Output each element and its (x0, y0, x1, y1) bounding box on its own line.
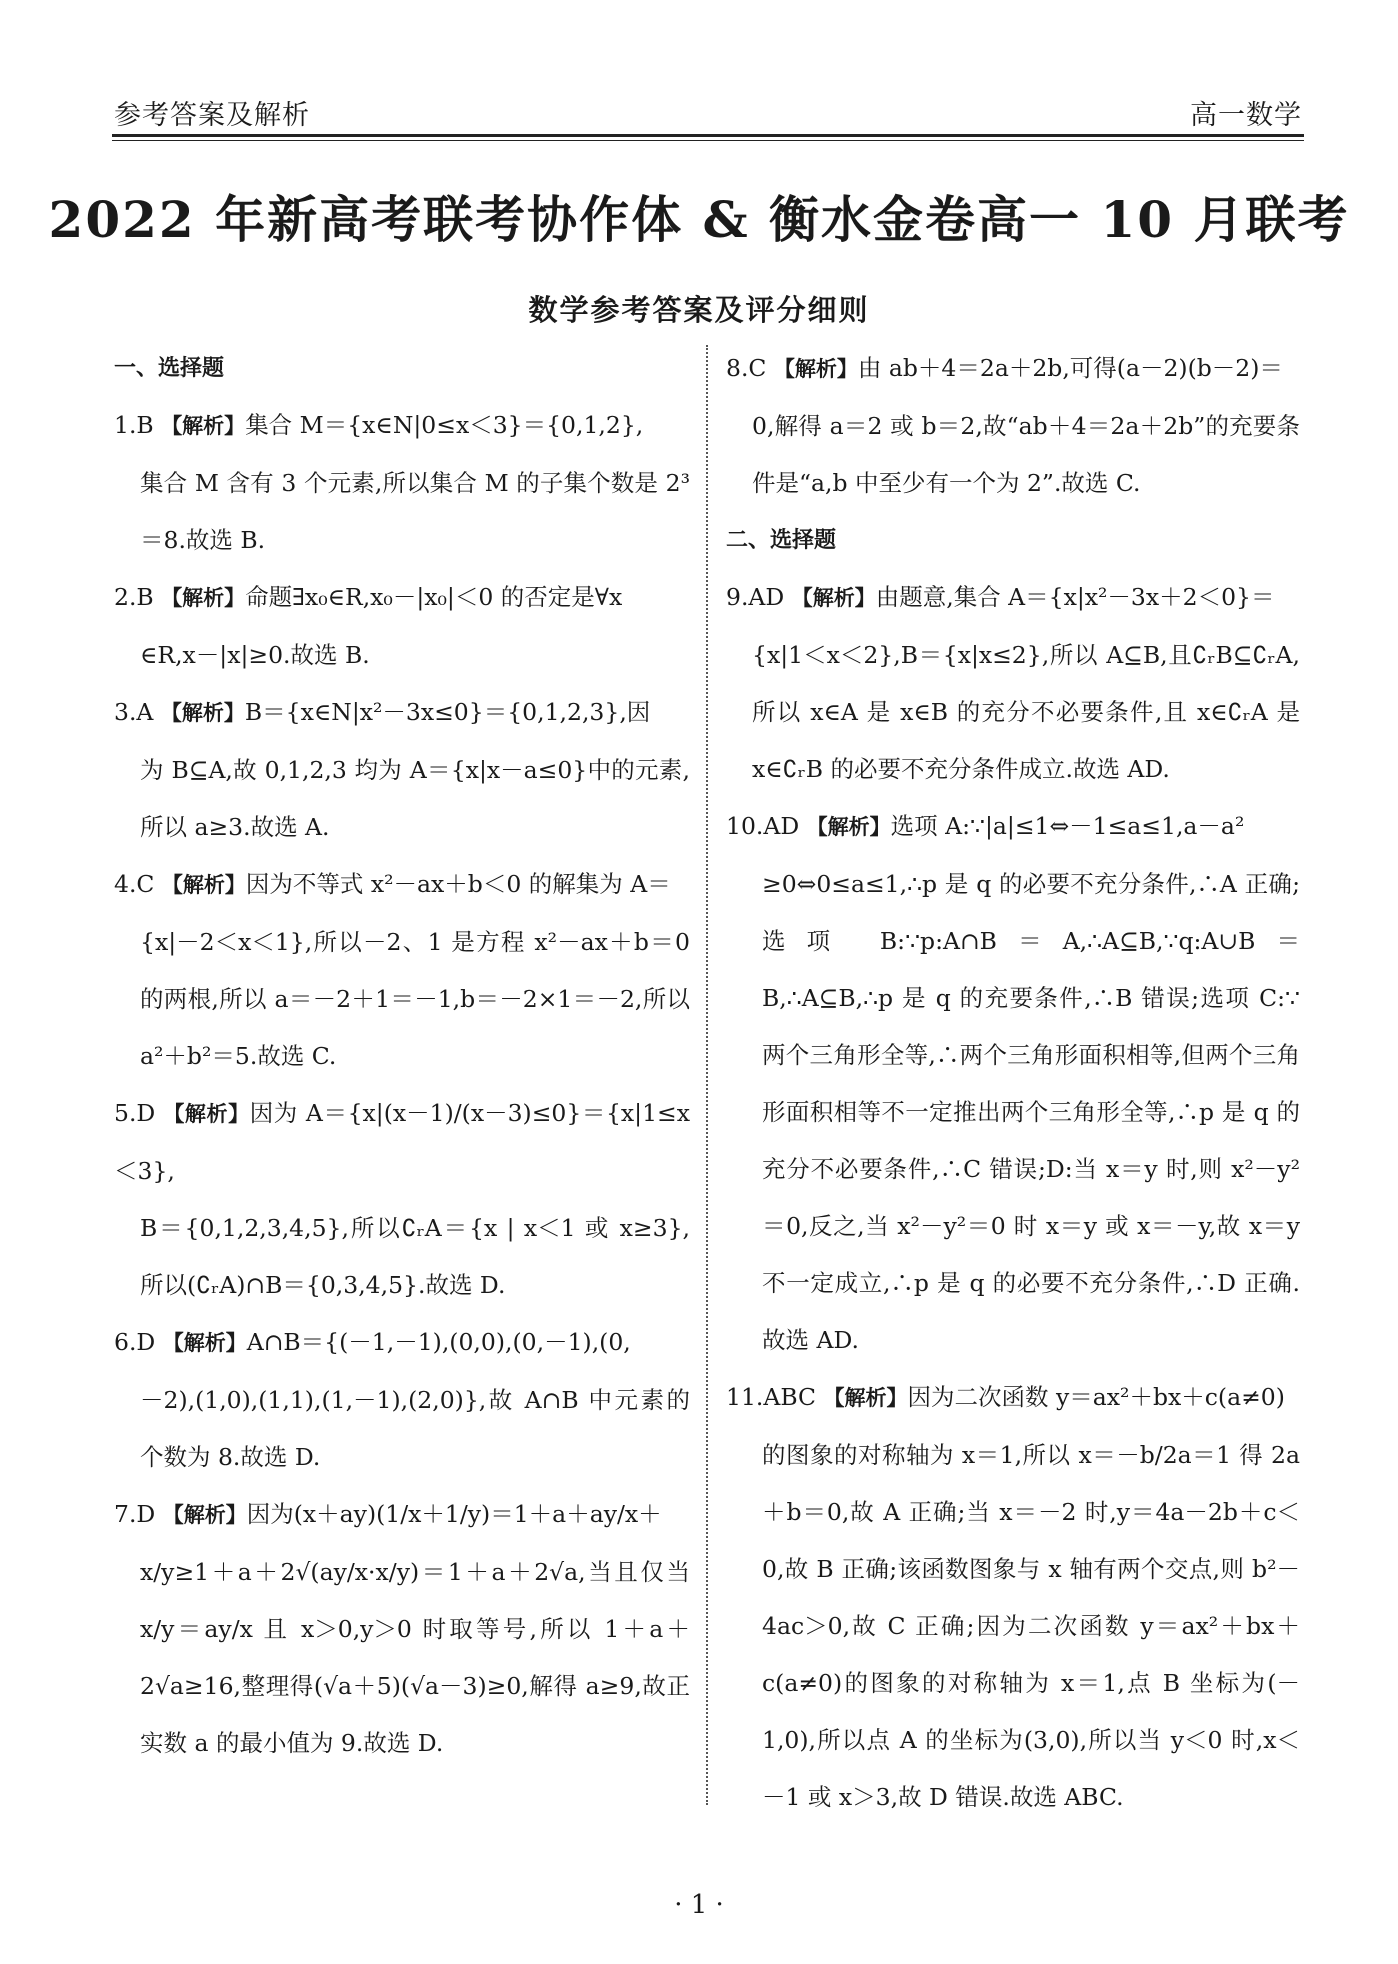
analysis-tag: 【解析】 (161, 414, 246, 438)
header-rule-thick (112, 134, 1304, 137)
item-number: 5.D (114, 1099, 156, 1127)
item-first-line: 选项 A:∵|a|≤1⇔－1≤a≤1,a－a² (890, 812, 1245, 840)
right-column (726, 340, 1300, 1826)
analysis-tag: 【解析】 (773, 357, 858, 381)
section-heading-2: 二、选择题 (726, 528, 837, 553)
item-first-line: A∩B＝{(－1,－1),(0,0),(0,－1),(0, (246, 1328, 631, 1356)
item-continuation: B＝{0,1,2,3,4,5},所以∁ᵣA＝{x | x＜1 或 x≥3},所以(∁ᵣA)∩B＝{0,3,4,5}.故选 D. (140, 1214, 690, 1299)
column-divider (706, 345, 708, 1805)
left-column (114, 340, 690, 1772)
item-first-line: 因为 A＝{x|(x－1)/(x－3)≤0}＝{x|1≤x＜3}, (114, 1099, 690, 1185)
item-number: 9.AD (726, 583, 785, 611)
item-continuation: {x|－2＜x＜1},所以－2、1 是方程 x²－ax＋b＝0 的两根,所以 a＝－2＋1＝－1,b＝－2×1＝－2,所以 a²＋b²＝5.故选 C. (140, 928, 690, 1070)
answer-item (114, 856, 690, 1085)
answer-item (726, 340, 1300, 512)
item-number: 6.D (114, 1328, 156, 1356)
item-continuation: ≥0⇔0≤a≤1,∴p 是 q 的必要不充分条件,∴A 正确;选项 B:∵p:A∩B＝A,∴A⊆B,∵q:A∪B＝B,∴A⊆B,∴p 是 q 的充要条件,∴B 错误;选项 C:∵两个三角形全等,∴两个三角形面积相等,但两个三角形面积相等不一定推出两个三角形全等,∴p 是 q 的充分不必要条件,∴C 错误;D:当 x＝y 时,则 x²－y²＝0,反之,当 x²－y²＝0 时 x＝y 或 x＝－y,故 x＝y 不一定成立,∴p 是 q 的必要不充分条件,∴D 正确.故选 AD. (762, 870, 1300, 1354)
analysis-tag: 【解析】 (161, 586, 246, 610)
item-first-line: 命题∃x₀∈R,x₀－|x₀|＜0 的否定是∀x (245, 583, 623, 611)
answer-item (114, 1486, 690, 1772)
analysis-tag: 【解析】 (823, 1386, 908, 1410)
item-first-line: 由题意,集合 A＝{x|x²－3x＋2＜0}＝ (875, 583, 1275, 611)
analysis-tag: 【解析】 (161, 873, 246, 897)
analysis-tag: 【解析】 (791, 586, 876, 610)
item-first-line: 因为不等式 x²－ax＋b＜0 的解集为 A＝ (245, 870, 671, 898)
item-first-line: B＝{x∈N|x²－3x≤0}＝{0,1,2,3},因 (244, 698, 651, 726)
answer-item (114, 684, 690, 856)
item-number: 1.B (114, 411, 154, 439)
item-number: 10.AD (726, 812, 800, 840)
analysis-tag: 【解析】 (162, 1503, 247, 1527)
analysis-tag: 【解析】 (162, 1331, 247, 1355)
item-continuation: 的图象的对称轴为 x＝1,所以 x＝－b/2a＝1 得 2a＋b＝0,故 A 正确;当 x＝－2 时,y＝4a－2b＋c＜0,故 B 正确;该函数图象与 x 轴有两个交点,则 b²－4ac＞0,故 C 正确;因为二次函数 y＝ax²＋bx＋c(a≠0)的图象的对称轴为 x＝1,点 B 坐标为(－1,0),所以点 A 的坐标为(3,0),所以当 y＜0 时,x＜－1 或 x＞3,故 D 错误.故选 ABC. (762, 1441, 1300, 1811)
item-continuation: －2),(1,0),(1,1),(1,－1),(2,0)},故 A∩B 中元素的个数为 8.故选 D. (140, 1386, 690, 1471)
item-continuation: ∈R,x－|x|≥0.故选 B. (140, 641, 370, 669)
item-continuation: x/y≥1＋a＋2√(ay/x·x/y)＝1＋a＋2√a,当且仅当 x/y＝ay/x 且 x＞0,y＞0 时取等号,所以 1＋a＋2√a≥16,整理得(√a＋5)(√a－3)≥0,解得 a≥9,故正实数 a 的最小值为 9.故选 D. (140, 1558, 690, 1757)
answer-item (726, 569, 1300, 798)
answer-item (114, 569, 690, 684)
item-number: 2.B (114, 583, 154, 611)
header-left: 参考答案及解析 (114, 100, 310, 131)
item-continuation: {x|1＜x＜2},B＝{x|x≤2},所以 A⊆B,且∁ᵣB⊆∁ᵣA,所以 x∈A 是 x∈B 的充分不必要条件,且 x∈∁ᵣA 是 x∈∁ᵣB 的必要不充分条件成立.故选 AD. (752, 641, 1300, 783)
item-first-line: 由 ab＋4＝2a＋2b,可得(a－2)(b－2)＝ (857, 354, 1283, 382)
item-number: 3.A (114, 698, 154, 726)
answer-item (726, 798, 1300, 1369)
item-first-line: 因为二次函数 y＝ax²＋bx＋c(a≠0) (907, 1383, 1285, 1411)
item-continuation: 为 B⊆A,故 0,1,2,3 均为 A＝{x|x－a≤0}中的元素,所以 a≥3.故选 A. (140, 756, 690, 841)
answer-item (726, 1369, 1300, 1826)
analysis-tag: 【解析】 (160, 701, 245, 725)
analysis-tag: 【解析】 (806, 815, 891, 839)
running-header (114, 86, 1302, 132)
item-number: 7.D (114, 1500, 156, 1528)
document-subtitle: 数学参考答案及评分细则 (528, 293, 870, 327)
answer-item (114, 397, 690, 569)
analysis-tag: 【解析】 (163, 1102, 250, 1126)
header-rule-thin (112, 140, 1304, 141)
item-first-line: 集合 M＝{x∈N|0≤x＜3}＝{0,1,2}, (245, 411, 644, 439)
item-number: 8.C (726, 354, 767, 382)
section-heading-1: 一、选择题 (114, 356, 225, 381)
item-number: 4.C (114, 870, 155, 898)
page-number: · 1 · (674, 1890, 724, 1920)
item-number: 11.ABC (726, 1383, 817, 1411)
item-continuation: 集合 M 含有 3 个元素,所以集合 M 的子集个数是 2³＝8.故选 B. (140, 469, 690, 554)
header-right: 高一数学 (1190, 100, 1302, 131)
item-first-line: 因为(x＋ay)(1/x＋1/y)＝1＋a＋ay/x＋ (246, 1500, 662, 1528)
answer-item (114, 1314, 690, 1486)
item-continuation: 0,解得 a＝2 或 b＝2,故“ab＋4＝2a＋2b”的充要条件是“a,b 中至少有一个为 2”.故选 C. (752, 412, 1300, 497)
document-title: 2022 年新高考联考协作体 & 衡水金卷高一 10 月联考 (48, 190, 1350, 249)
answer-item (114, 1085, 690, 1314)
